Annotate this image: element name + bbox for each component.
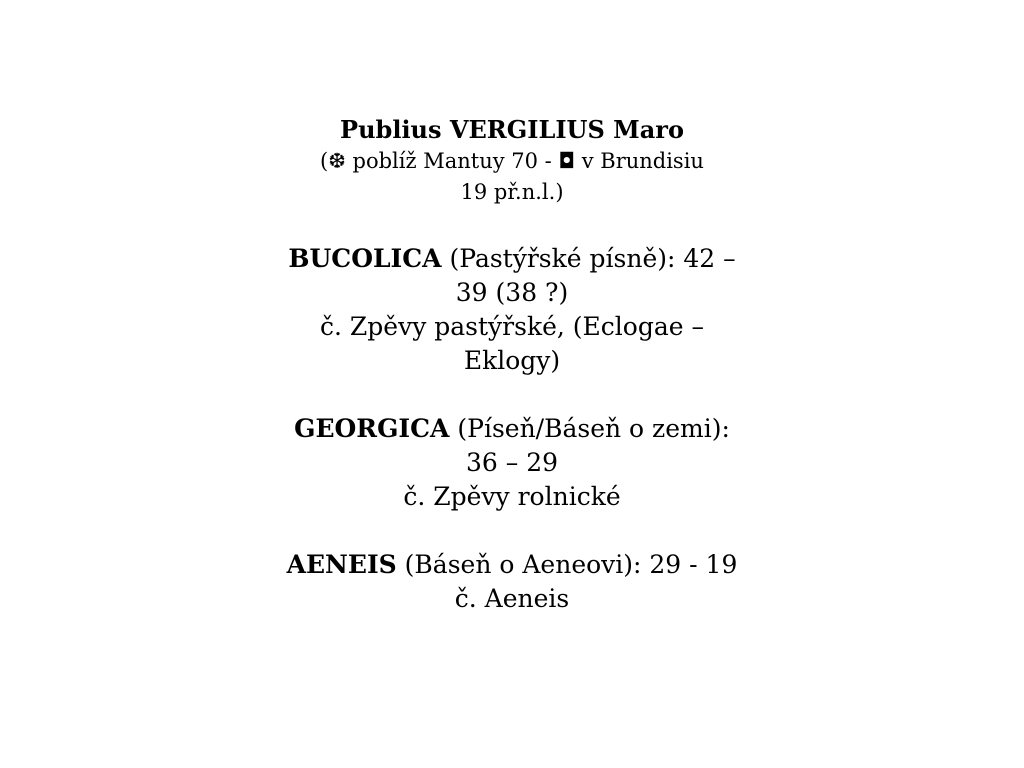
spacer	[262, 378, 762, 412]
work-georgica-title: GEORGICA	[294, 414, 450, 443]
slide-text-block	[262, 113, 762, 616]
work-bucolica-czech-title-cont: Eklogy)	[463, 346, 561, 375]
work-aeneis-title: AENEIS	[286, 550, 397, 579]
work-aeneis-czech-title: č. Aeneis	[454, 584, 570, 613]
work-bucolica-heading	[262, 242, 762, 276]
work-bucolica-dates: 39 (38 ?)	[455, 278, 569, 307]
work-georgica-czech-title: č. Zpěvy rolnické	[403, 482, 621, 511]
work-aeneis-subtitle: (Báseň o Aeneovi): 29 - 19	[396, 550, 738, 579]
author-life-dates-line-2: 19 př.n.l.)	[460, 180, 564, 204]
work-georgica-heading	[262, 412, 762, 446]
work-georgica-subtitle: (Píseň/Báseň o zemi):	[449, 414, 730, 443]
work-aeneis-heading	[262, 548, 762, 582]
author-name: Publius VERGILIUS Maro	[340, 115, 684, 144]
work-georgica-dates: 36 – 29	[465, 448, 559, 477]
spacer	[262, 208, 762, 242]
work-bucolica-title: BUCOLICA	[288, 244, 442, 273]
work-bucolica-czech-title: č. Zpěvy pastýřské, (Eclogae –	[320, 312, 704, 341]
spacer	[262, 514, 762, 548]
work-bucolica-subtitle: (Pastýřské písně): 42 –	[441, 244, 736, 273]
author-life-dates-line-1: (❆ poblíž Mantuy 70 - ◘ v Brundisiu	[320, 149, 704, 173]
